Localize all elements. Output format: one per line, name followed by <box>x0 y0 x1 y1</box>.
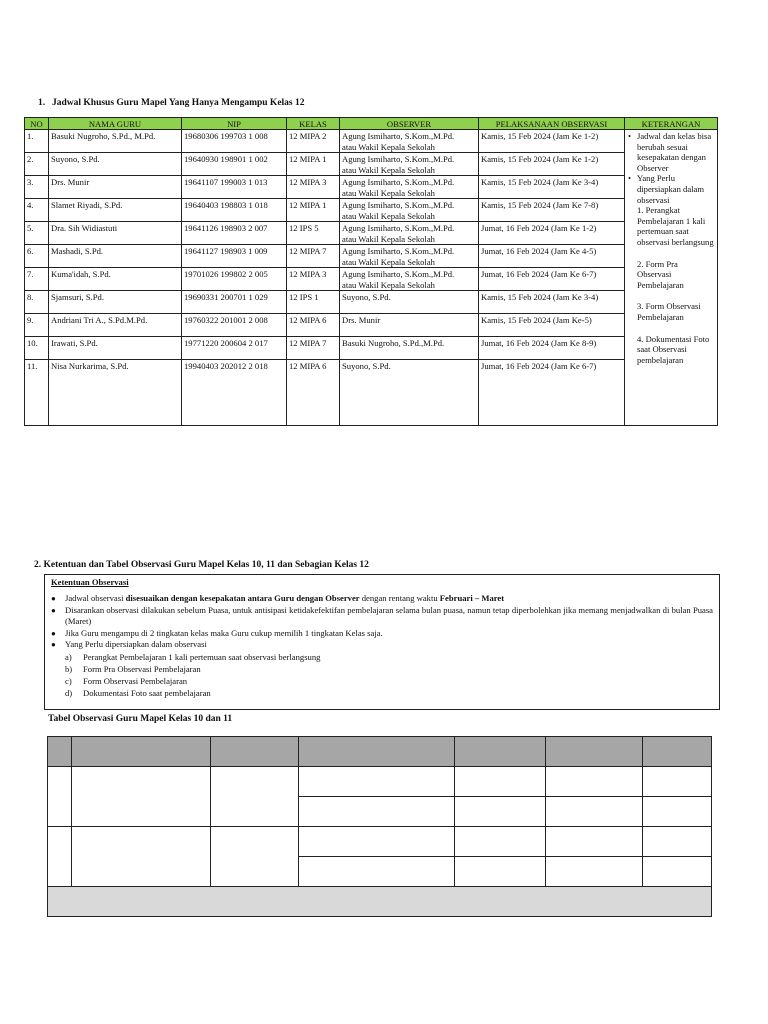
table-row <box>25 245 718 268</box>
observer-line-2: atau Wakil Kepala Sekolah <box>342 233 435 244</box>
header-observer: OBSERVER <box>340 118 479 130</box>
empty-cell <box>546 797 643 827</box>
cell-kelas: 12 MIPA 6 <box>287 314 340 337</box>
bullet-icon: ● <box>51 594 56 603</box>
cell-observer <box>340 245 479 268</box>
empty-cell <box>455 857 546 887</box>
bullet-icon: ● <box>51 640 56 649</box>
keterangan-bullet-2: • Yang Perlu dipersiapkan dalam observasi <box>628 173 714 205</box>
cell-no: 5. <box>25 222 49 245</box>
b2-text: Disarankan observasi dilakukan sebelum Puasa, untuk antisipasi ketidakefektifan pembelajaran selama bulan puasa, namun tetap diperbolehkan jika memang menjadwalkan di bulan Puasa (Maret) <box>65 604 713 626</box>
table-row <box>25 153 718 176</box>
cell-kelas: 12 MIPA 3 <box>287 176 340 199</box>
cell-nip: 19641126 198903 2 007 <box>182 222 287 245</box>
header-keterangan: KETERANGAN <box>625 118 718 130</box>
header-kelas: KELAS <box>287 118 340 130</box>
header-cell <box>546 737 643 767</box>
sub-item <box>51 651 713 663</box>
cell-kelas: 12 MIPA 3 <box>287 268 340 291</box>
cell-observer <box>340 222 479 245</box>
list-item <box>51 593 713 605</box>
empty-cell <box>455 797 546 827</box>
sub-item <box>51 675 713 687</box>
table-row <box>25 337 718 360</box>
observer-line-1: Suyono, S.Pd. <box>342 361 391 371</box>
header-cell <box>643 737 712 767</box>
observer-line-1: Agung Ismiharto, S.Kom.,M.Pd. <box>342 154 455 164</box>
cell-pelaksanaan: Kamis, 15 Feb 2024 (Jam Ke 3-4) <box>479 291 625 314</box>
cell-observer <box>340 199 479 222</box>
observer-line-2: atau Wakil Kepala Sekolah <box>342 164 435 175</box>
cell-no: 2. <box>25 153 49 176</box>
list-item <box>51 628 713 640</box>
observer-line-2: atau Wakil Kepala Sekolah <box>342 210 435 221</box>
b1-text-1: Jadwal observasi <box>65 593 126 603</box>
cell-nip: 19641127 198903 1 009 <box>182 245 287 268</box>
schedule-header-row <box>25 118 718 130</box>
table-row <box>25 199 718 222</box>
section-2-title: 2. Ketentuan dan Tabel Observasi Guru Mapel Kelas 10, 11 dan Sebagian Kelas 12 <box>34 560 369 570</box>
cell-no: 1. <box>25 130 49 153</box>
b1-text-bold: disesuaikan dengan kesepakatan antara Guru dengan Observer <box>125 593 360 603</box>
cell-no: 7. <box>25 268 49 291</box>
cell-pelaksanaan: Kamis, 15 Feb 2024 (Jam Ke 1-2) <box>479 153 625 176</box>
section-1-title <box>38 98 305 108</box>
footer-cell <box>48 887 712 917</box>
section-1-title-text: Jadwal Khusus Guru Mapel Yang Hanya Mengampu Kelas 12 <box>52 98 305 108</box>
cell-kelas: 12 IPS 1 <box>287 291 340 314</box>
cell-keterangan <box>625 130 718 426</box>
table-row <box>25 291 718 314</box>
bullet-icon: ● <box>51 628 56 638</box>
schedule-table <box>24 117 718 426</box>
empty-cell <box>643 827 712 857</box>
cell-no: 4. <box>25 199 49 222</box>
cell-nama: Sjamsuri, S.Pd. <box>49 291 182 314</box>
cell-observer <box>340 130 479 153</box>
table-row <box>25 130 718 153</box>
cell-nama: Nisa Nurkarima, S.Pd. <box>49 360 182 426</box>
cell-observer <box>340 291 479 314</box>
cell-no: 10. <box>25 337 49 360</box>
sub-text: Form Observasi Pembelajaran <box>83 675 188 686</box>
ketentuan-box <box>44 574 720 710</box>
empty-cell <box>48 767 72 827</box>
cell-nip: 19641107 199003 1 013 <box>182 176 287 199</box>
b3-text: Jika Guru mengampu di 2 tingkatan kelas maka Guru cukup memilih 1 tingkatan Kelas saja. <box>65 627 383 638</box>
cell-pelaksanaan: Kamis, 15 Feb 2024 (Jam Ke 7-8) <box>479 199 625 222</box>
cell-pelaksanaan: Jumat, 16 Feb 2024 (Jam Ke 8-9) <box>479 337 625 360</box>
cell-pelaksanaan: Jumat, 16 Feb 2024 (Jam Ke 6-7) <box>479 268 625 291</box>
observer-line-1: Agung Ismiharto, S.Kom.,M.Pd. <box>342 269 455 279</box>
empty-cell <box>546 857 643 887</box>
sub-letter: b) <box>65 663 73 674</box>
cell-pelaksanaan: Jumat, 16 Feb 2024 (Jam Ke 4-5) <box>479 245 625 268</box>
cell-kelas: 12 MIPA 2 <box>287 130 340 153</box>
observer-line-1: Basuki Nugroho, S.Pd.,M.Pd. <box>342 338 445 348</box>
header-nama-guru: NAMA GURU <box>49 118 182 130</box>
empty-cell <box>455 827 546 857</box>
ketentuan-title: Ketentuan Observasi <box>51 577 129 587</box>
observer-line-1: Drs. Munir <box>342 315 381 325</box>
sub-letter: a) <box>65 651 72 662</box>
empty-cell <box>299 797 455 827</box>
header-cell <box>455 737 546 767</box>
cell-pelaksanaan: Jumat, 16 Feb 2024 (Jam Ke 1-2) <box>479 222 625 245</box>
empty-cell <box>643 857 712 887</box>
observer-line-2: atau Wakil Kepala Sekolah <box>342 187 435 198</box>
list-item <box>51 605 713 628</box>
cell-observer <box>340 337 479 360</box>
cell-no: 11. <box>25 360 49 426</box>
cell-no: 6. <box>25 245 49 268</box>
table-row <box>25 314 718 337</box>
cell-nip: 19640930 198901 1 002 <box>182 153 287 176</box>
cell-no: 8. <box>25 291 49 314</box>
empty-cell <box>643 767 712 797</box>
empty-cell <box>643 797 712 827</box>
cell-nip: 19940403 202012 2 018 <box>182 360 287 426</box>
cell-nip: 19680306 199703 1 008 <box>182 130 287 153</box>
header-pelaksanaan: PELAKSANAAN OBSERVASI <box>479 118 625 130</box>
cell-nama: Kuma'idah, S.Pd. <box>49 268 182 291</box>
ketentuan-list <box>51 593 713 651</box>
observation-table-title: Tabel Observasi Guru Mapel Kelas 10 dan 11 <box>48 714 233 724</box>
cell-kelas: 12 IPS 5 <box>287 222 340 245</box>
table-row <box>25 268 718 291</box>
cell-kelas: 12 MIPA 1 <box>287 153 340 176</box>
sub-letter: c) <box>65 675 72 686</box>
observer-line-1: Agung Ismiharto, S.Kom.,M.Pd. <box>342 131 455 141</box>
empty-cell <box>211 827 299 887</box>
empty-cell <box>546 767 643 797</box>
cell-nama: Basuki Nugroho, S.Pd., M.Pd. <box>49 130 182 153</box>
observer-line-2: atau Wakil Kepala Sekolah <box>342 256 435 267</box>
cell-kelas: 12 MIPA 1 <box>287 199 340 222</box>
cell-pelaksanaan: Kamis, 15 Feb 2024 (Jam Ke-5) <box>479 314 625 337</box>
section-1-number: 1. <box>38 98 46 108</box>
cell-pelaksanaan: Jumat, 16 Feb 2024 (Jam Ke 6-7) <box>479 360 625 426</box>
header-cell <box>72 737 211 767</box>
observer-line-2: atau Wakil Kepala Sekolah <box>342 279 435 290</box>
cell-nip: 19760322 201001 2 008 <box>182 314 287 337</box>
cell-pelaksanaan: Kamis, 15 Feb 2024 (Jam Ke 3-4) <box>479 176 625 199</box>
sub-item <box>51 663 713 675</box>
empty-cell <box>546 827 643 857</box>
cell-no: 9. <box>25 314 49 337</box>
cell-nama: Irawati, S.Pd. <box>49 337 182 360</box>
cell-nama: Dra. Sih Widiastuti <box>49 222 182 245</box>
sub-item <box>51 687 713 699</box>
empty-cell <box>211 767 299 827</box>
bullet-icon: ● <box>51 605 56 615</box>
sub-letter: d) <box>65 687 73 698</box>
sub-text: Form Pra Observasi Pembelajaran <box>83 663 201 674</box>
cell-kelas: 12 MIPA 7 <box>287 245 340 268</box>
cell-observer <box>340 314 479 337</box>
empty-cell <box>72 767 211 827</box>
header-nip: NIP <box>182 118 287 130</box>
b4-text: Yang Perlu dipersiapkan dalam observasi <box>65 639 207 649</box>
observer-line-1: Agung Ismiharto, S.Kom.,M.Pd. <box>342 177 455 187</box>
observer-line-1: Agung Ismiharto, S.Kom.,M.Pd. <box>342 246 455 256</box>
header-no: NO <box>25 118 49 130</box>
table-row <box>48 767 712 797</box>
empty-cell <box>299 857 455 887</box>
table-row <box>25 176 718 199</box>
cell-nip: 19701026 199802 2 005 <box>182 268 287 291</box>
table-row <box>48 827 712 857</box>
cell-nama: Slamet Riyadi, S.Pd. <box>49 199 182 222</box>
cell-observer <box>340 268 479 291</box>
observer-line-2: atau Wakil Kepala Sekolah <box>342 141 435 152</box>
b1-text-2: dengan rentang waktu <box>359 593 440 603</box>
list-item <box>51 639 713 651</box>
cell-observer <box>340 176 479 199</box>
empty-cell <box>48 827 72 887</box>
empty-cell <box>72 827 211 887</box>
keterangan-bullet-1: • Jadwal dan kelas bisa berubah sesuai kesepakatan dengan Observer <box>628 131 714 173</box>
empty-cell <box>299 827 455 857</box>
header-cell <box>211 737 299 767</box>
keterangan-item-1: 1. Perangkat Pembelajaran 1 kali pertemuan saat observasi berlangsung <box>637 205 714 247</box>
cell-kelas: 12 MIPA 6 <box>287 360 340 426</box>
empty-cell <box>299 767 455 797</box>
sub-text: Dokumentasi Foto saat pembelajaran <box>83 687 211 698</box>
cell-nama: Suyono, S.Pd. <box>49 153 182 176</box>
sub-text: Perangkat Pembelajaran 1 kali pertemuan saat observasi berlangsung <box>83 651 321 662</box>
cell-observer <box>340 360 479 426</box>
header-cell <box>299 737 455 767</box>
cell-observer <box>340 153 479 176</box>
cell-nama: Drs. Munir <box>49 176 182 199</box>
observation-table <box>47 736 712 917</box>
table-row <box>25 222 718 245</box>
cell-nama: Andriani Tri A., S.Pd.M.Pd. <box>49 314 182 337</box>
b1-text-bold-2: Februari – Maret <box>439 593 505 603</box>
cell-pelaksanaan: Kamis, 15 Feb 2024 (Jam Ke 1-2) <box>479 130 625 153</box>
observer-line-1: Agung Ismiharto, S.Kom.,M.Pd. <box>342 200 455 210</box>
keterangan-item-3: 3. Form Observasi Pembelajaran <box>637 301 701 322</box>
cell-kelas: 12 MIPA 7 <box>287 337 340 360</box>
empty-cell <box>455 767 546 797</box>
cell-nip: 19771220 200604 2 017 <box>182 337 287 360</box>
observation-footer-row <box>48 887 712 917</box>
cell-nip: 19690331 200701 1 029 <box>182 291 287 314</box>
keterangan-item-4: 4. Dokumentasi Foto saat Observasi pembelajaran <box>637 333 710 365</box>
table-row <box>25 360 718 426</box>
header-cell <box>48 737 72 767</box>
observer-line-1: Suyono, S.Pd. <box>342 292 391 302</box>
cell-nip: 19640403 198803 1 018 <box>182 199 287 222</box>
cell-no: 3. <box>25 176 49 199</box>
cell-nama: Mashadi, S.Pd. <box>49 245 182 268</box>
observation-header-row <box>48 737 712 767</box>
keterangan-item-2: 2. Form Pra Observasi Pembelajaran <box>637 258 684 290</box>
observer-line-1: Agung Ismiharto, S.Kom.,M.Pd. <box>342 223 455 233</box>
